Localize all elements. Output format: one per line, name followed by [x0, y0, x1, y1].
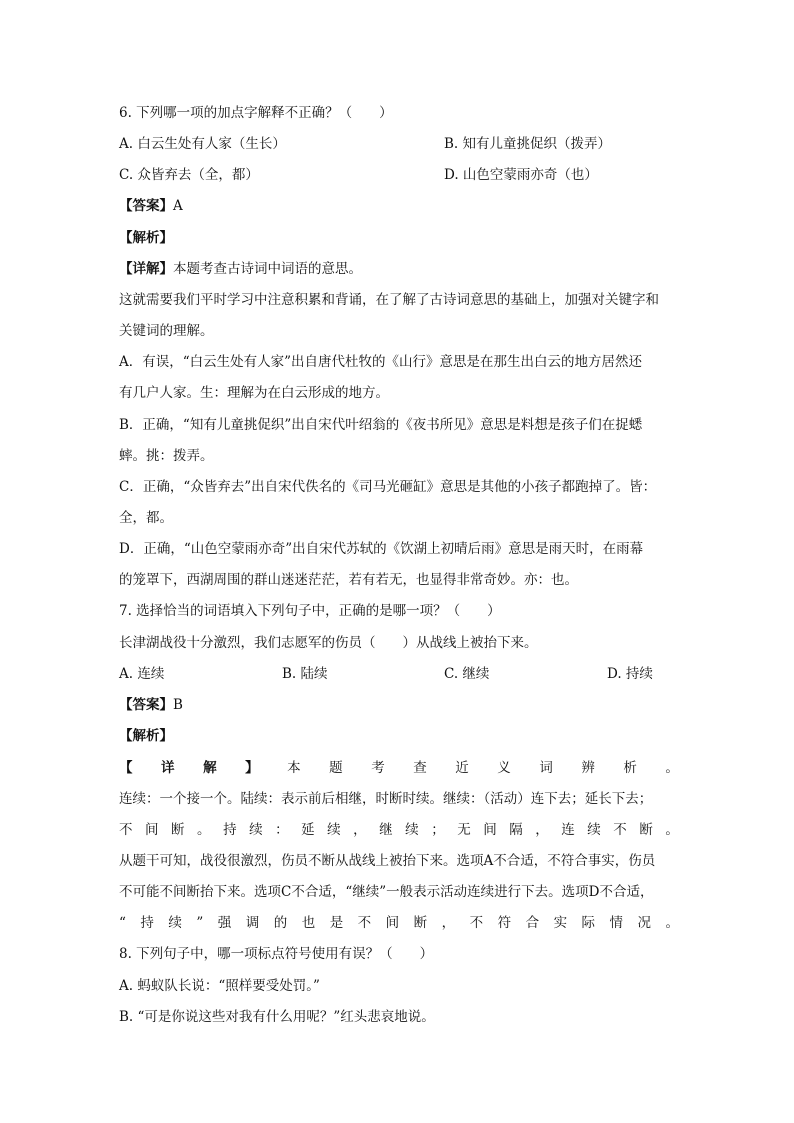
line3-char: 隔 — [509, 822, 523, 838]
detail-text: 本题考查古诗词中词语的意思。 — [173, 261, 362, 277]
detail-char: 【 — [119, 760, 133, 776]
q6-para-b2: 蟀。挑：拨弄。 — [119, 448, 214, 464]
line6-char: 况 — [637, 915, 652, 931]
q7-answer — [119, 696, 679, 714]
q7-option-d: D. 持续 — [607, 666, 653, 682]
q6-option-d: D. 山色空蒙雨亦奇（也） — [444, 167, 598, 183]
detail-char: 考 — [371, 760, 385, 776]
q6-para-b1: B．正确，“知有儿童挑促织”出自宋代叶绍翁的《夜书所见》意思是料想是孩子们在捉蟋 — [119, 417, 643, 433]
detail-char: 查 — [413, 760, 427, 776]
q7-sentence: 长津湖战役十分激烈，我们志愿军的伤员（ ）从战线上被抬下来。 — [119, 635, 538, 651]
detail-char: 义 — [497, 760, 511, 776]
line6-char: 持 — [140, 915, 154, 931]
line3-char: ； — [431, 822, 445, 838]
detail-char: 析 — [623, 760, 637, 776]
detail-char: 。 — [665, 760, 679, 776]
q6-para-d1: D．正确，“山色空蒙雨亦奇”出自宋代苏轼的《饮湖上初晴后雨》意思是雨天时，在雨幕 — [119, 541, 644, 557]
line3-char: ： — [275, 822, 289, 838]
line6-char: 调 — [245, 915, 260, 931]
line3-char: 继 — [379, 822, 393, 838]
q8-option-b: B. “可是你说这些对我有什么用呢？”红头悲哀地说。 — [119, 1009, 435, 1025]
line3-char: 不 — [613, 822, 627, 838]
line6-char: 不 — [357, 915, 372, 931]
answer-tag: 【答案】 — [119, 697, 173, 713]
q6-stem: 6. 下列哪一项的加点字解释不正确？（ ） — [119, 105, 393, 121]
line3-char: 断 — [171, 822, 185, 838]
line3-char: 。 — [665, 822, 679, 838]
line3-char: 间 — [483, 822, 497, 838]
answer-tag: 【答案】 — [119, 198, 173, 214]
q6-para-a1: A．有误，“白云生处有人家”出自唐代杜牧的《山行》意思是在那生出白云的地方居然还 — [119, 354, 643, 370]
line3-char: 持 — [223, 822, 237, 838]
q6-para-c2: 全，都。 — [119, 510, 173, 526]
line3-char: ， — [535, 822, 549, 838]
line6-char: 强 — [217, 915, 232, 931]
line3-char: 无 — [457, 822, 471, 838]
q7-analysis-tag: 【解析】 — [119, 728, 173, 744]
detail-char: 题 — [329, 760, 343, 776]
line6-char: 间 — [385, 915, 400, 931]
line6-char: 续 — [168, 915, 182, 931]
detail-char: 详 — [161, 760, 175, 776]
q6-option-a: A. 白云生处有人家（生长） — [119, 136, 286, 152]
q7-line-2: 连续：一个接一个。陆续：表示前后相继，时断时续。继续：（活动）连下去；延长下去； — [119, 791, 653, 807]
line6-char: 符 — [497, 915, 512, 931]
q7-option-a: A. 连续 — [119, 666, 165, 682]
line3-char: 延 — [301, 822, 315, 838]
q6-answer — [119, 197, 679, 215]
line6-char: 的 — [273, 915, 288, 931]
line3-char: ， — [353, 822, 367, 838]
line3-char: 断 — [639, 822, 653, 838]
q6-detail — [119, 260, 679, 278]
q7-line-6 — [119, 914, 679, 932]
answer-value: B — [173, 697, 183, 713]
q8-stem: 8. 下列句子中，哪一项标点符号使用有误？（ ） — [119, 946, 434, 962]
line6-char: 断 — [413, 915, 428, 931]
q6-option-b: B. 知有儿童挑促织（拨弄） — [444, 136, 612, 152]
q7-line-4: 从题干可知，战役很激烈，伤员不断从战线上被抬下来。选项A不合适，不符合事实，伤员 — [119, 853, 656, 869]
line3-char: 连 — [561, 822, 575, 838]
q6-para-1a: 这就需要我们平时学习中注意积累和背诵，在了解了古诗词意思的基础上，加强对关键字和 — [119, 292, 659, 308]
detail-char: 】 — [245, 760, 259, 776]
line6-char: 实 — [553, 915, 568, 931]
detail-char: 辨 — [581, 760, 595, 776]
line6-char: 不 — [469, 915, 484, 931]
line6-char: 。 — [665, 915, 679, 931]
q8-option-a: A. 蚂蚁队长说：“照样要受处罚。” — [119, 978, 320, 994]
line6-char: ” — [196, 915, 204, 931]
q7-option-b: B. 陆续 — [282, 666, 328, 682]
q6-analysis-tag: 【解析】 — [119, 230, 173, 246]
detail-tag: 【详解】 — [119, 261, 173, 277]
answer-value: A — [173, 198, 183, 214]
line6-char: “ — [119, 915, 126, 931]
line3-char: 。 — [197, 822, 211, 838]
q6-para-1b: 关键词的理解。 — [119, 323, 214, 339]
q7-detail-line — [119, 759, 679, 777]
detail-char: 词 — [539, 760, 553, 776]
line6-char: 际 — [581, 915, 596, 931]
line6-char: 合 — [525, 915, 540, 931]
q7-stem: 7. 选择恰当的词语填入下列句子中，正确的是哪一项？（ ） — [119, 603, 501, 619]
q7-option-c: C. 继续 — [444, 666, 490, 682]
line6-char: 是 — [329, 915, 344, 931]
line6-char: 也 — [301, 915, 316, 931]
q6-option-c: C. 众皆弃去（全，都） — [119, 167, 259, 183]
q6-para-d2: 的笼罩下，西湖周围的群山迷迷茫茫，若有若无，也显得非常奇妙。亦：也。 — [119, 572, 578, 588]
q7-line-3 — [119, 821, 679, 839]
line3-char: 间 — [145, 822, 159, 838]
detail-char: 本 — [287, 760, 301, 776]
q6-para-a2: 有几户人家。生：理解为在白云形成的地方。 — [119, 385, 389, 401]
line6-char: 情 — [609, 915, 624, 931]
q6-para-c1: C．正确，“众皆弃去”出自宋代佚名的《司马光砸缸》意思是其他的小孩子都跑掉了。皆： — [119, 479, 657, 495]
line3-char: 续 — [249, 822, 263, 838]
line3-char: 不 — [119, 822, 133, 838]
detail-char: 近 — [455, 760, 469, 776]
line6-char: ， — [441, 915, 456, 931]
line3-char: 续 — [587, 822, 601, 838]
line3-char: 续 — [405, 822, 419, 838]
line3-char: 续 — [327, 822, 341, 838]
q7-line-5: 不可能不间断抬下来。选项C不合适，“继续”一般表示活动连续进行下去。选项D不合适， — [119, 884, 654, 900]
detail-char: 解 — [203, 760, 217, 776]
